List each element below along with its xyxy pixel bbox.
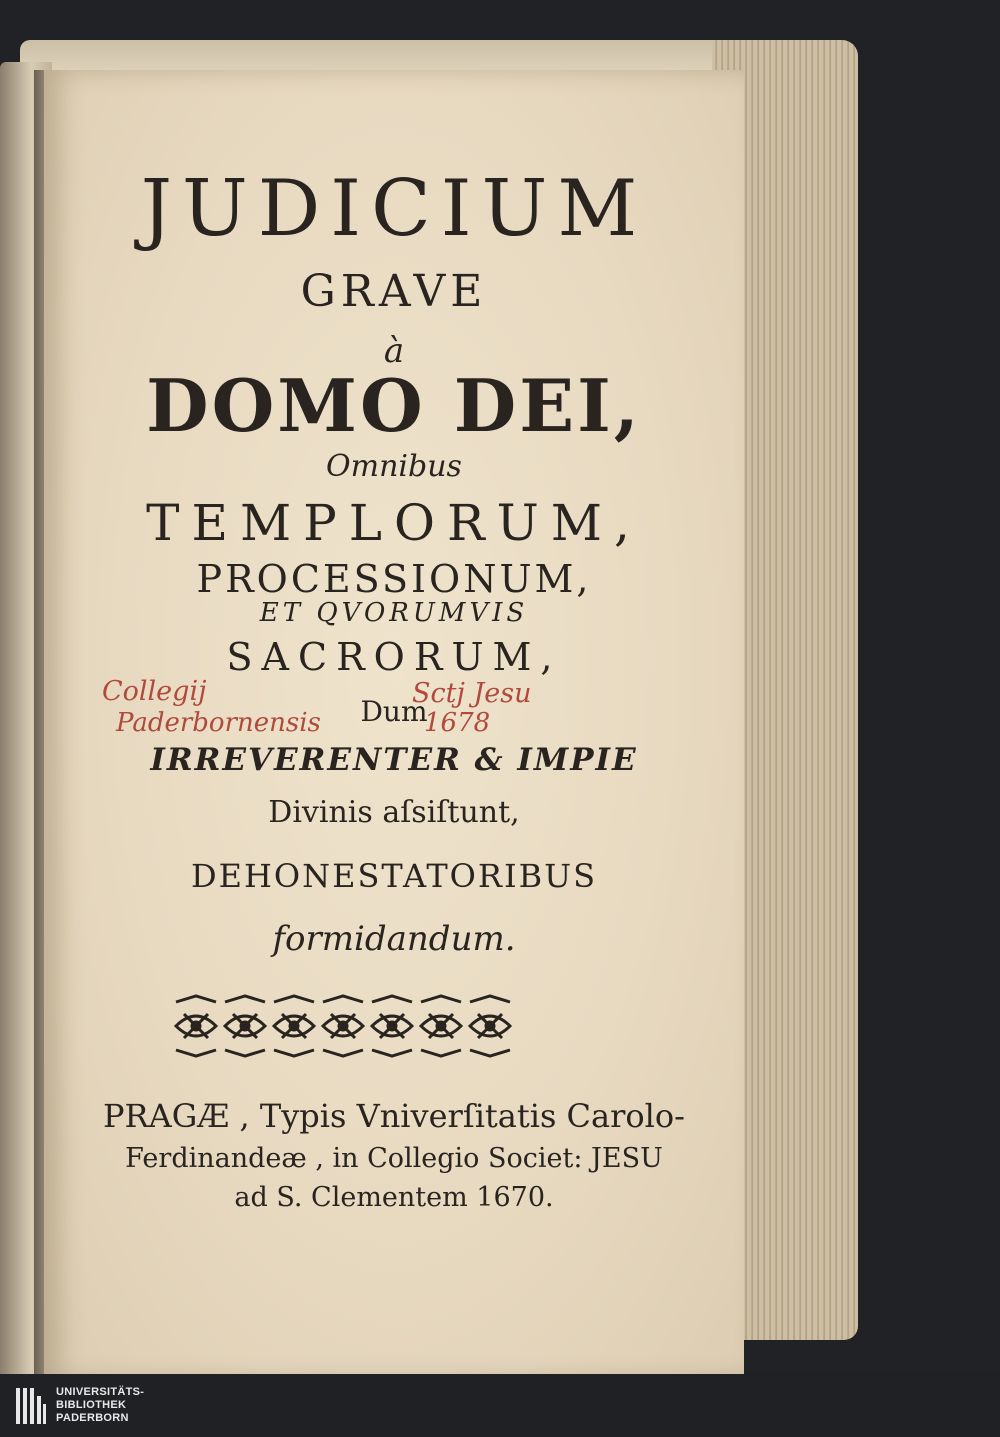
title-line-dehonestatoribus: DEHONESTATORIBUS bbox=[190, 857, 598, 895]
title-line-sacrorum: SACRORUM, bbox=[226, 635, 562, 679]
title-line-judicium: JUDICIUM bbox=[140, 164, 648, 254]
title-line-dum: Dum bbox=[360, 695, 428, 728]
title-line-formidandum: formidandum. bbox=[272, 919, 516, 959]
title-line-grave: GRAVE bbox=[300, 266, 488, 317]
title-line-a: à bbox=[383, 331, 405, 371]
ownership-note-societatis-jesu: Sctj Jesu bbox=[412, 678, 532, 709]
ownership-note-collegii: Collegij bbox=[102, 676, 207, 707]
imprint-line-ferdinandeae: Ferdinandeæ , in Collegio Societ: JESU bbox=[125, 1143, 663, 1174]
imprint-line-pragae: PRAGÆ , Typis Vniverſitatis Carolo- bbox=[103, 1097, 685, 1135]
title-line-templorum: TEMPLORUM, bbox=[146, 494, 642, 552]
ownership-note-paderbornensis: Paderbornensis bbox=[116, 708, 321, 738]
title-page bbox=[44, 70, 744, 1374]
title-line-et-quorumvis: ET QVORUMVIS bbox=[259, 598, 529, 628]
library-logo-line-2: BIBLIOTHEK bbox=[56, 1399, 127, 1411]
title-line-domo-dei: DOMO DEI, bbox=[146, 363, 642, 448]
title-line-irreverenter: IRREVERENTER & IMPIE bbox=[150, 742, 638, 778]
library-logo-text bbox=[56, 1386, 144, 1425]
library-logo-line-1: UNIVERSITÄTS- bbox=[56, 1386, 145, 1398]
imprint-line-clementem: ad S. Clementem 1670. bbox=[234, 1182, 554, 1213]
title-line-omnibus: Omnibus bbox=[326, 449, 462, 484]
ownership-note-year: 1678 bbox=[424, 708, 491, 738]
library-logo-icon bbox=[16, 1388, 46, 1424]
title-line-processionum: PROCESSIONUM, bbox=[196, 557, 592, 601]
library-footer bbox=[0, 1374, 1000, 1437]
printer-ornament-icon bbox=[172, 992, 518, 1060]
title-line-divinis: Divinis aſsiſtunt, bbox=[268, 795, 520, 830]
library-logo-line-3: PADERBORN bbox=[56, 1412, 129, 1424]
